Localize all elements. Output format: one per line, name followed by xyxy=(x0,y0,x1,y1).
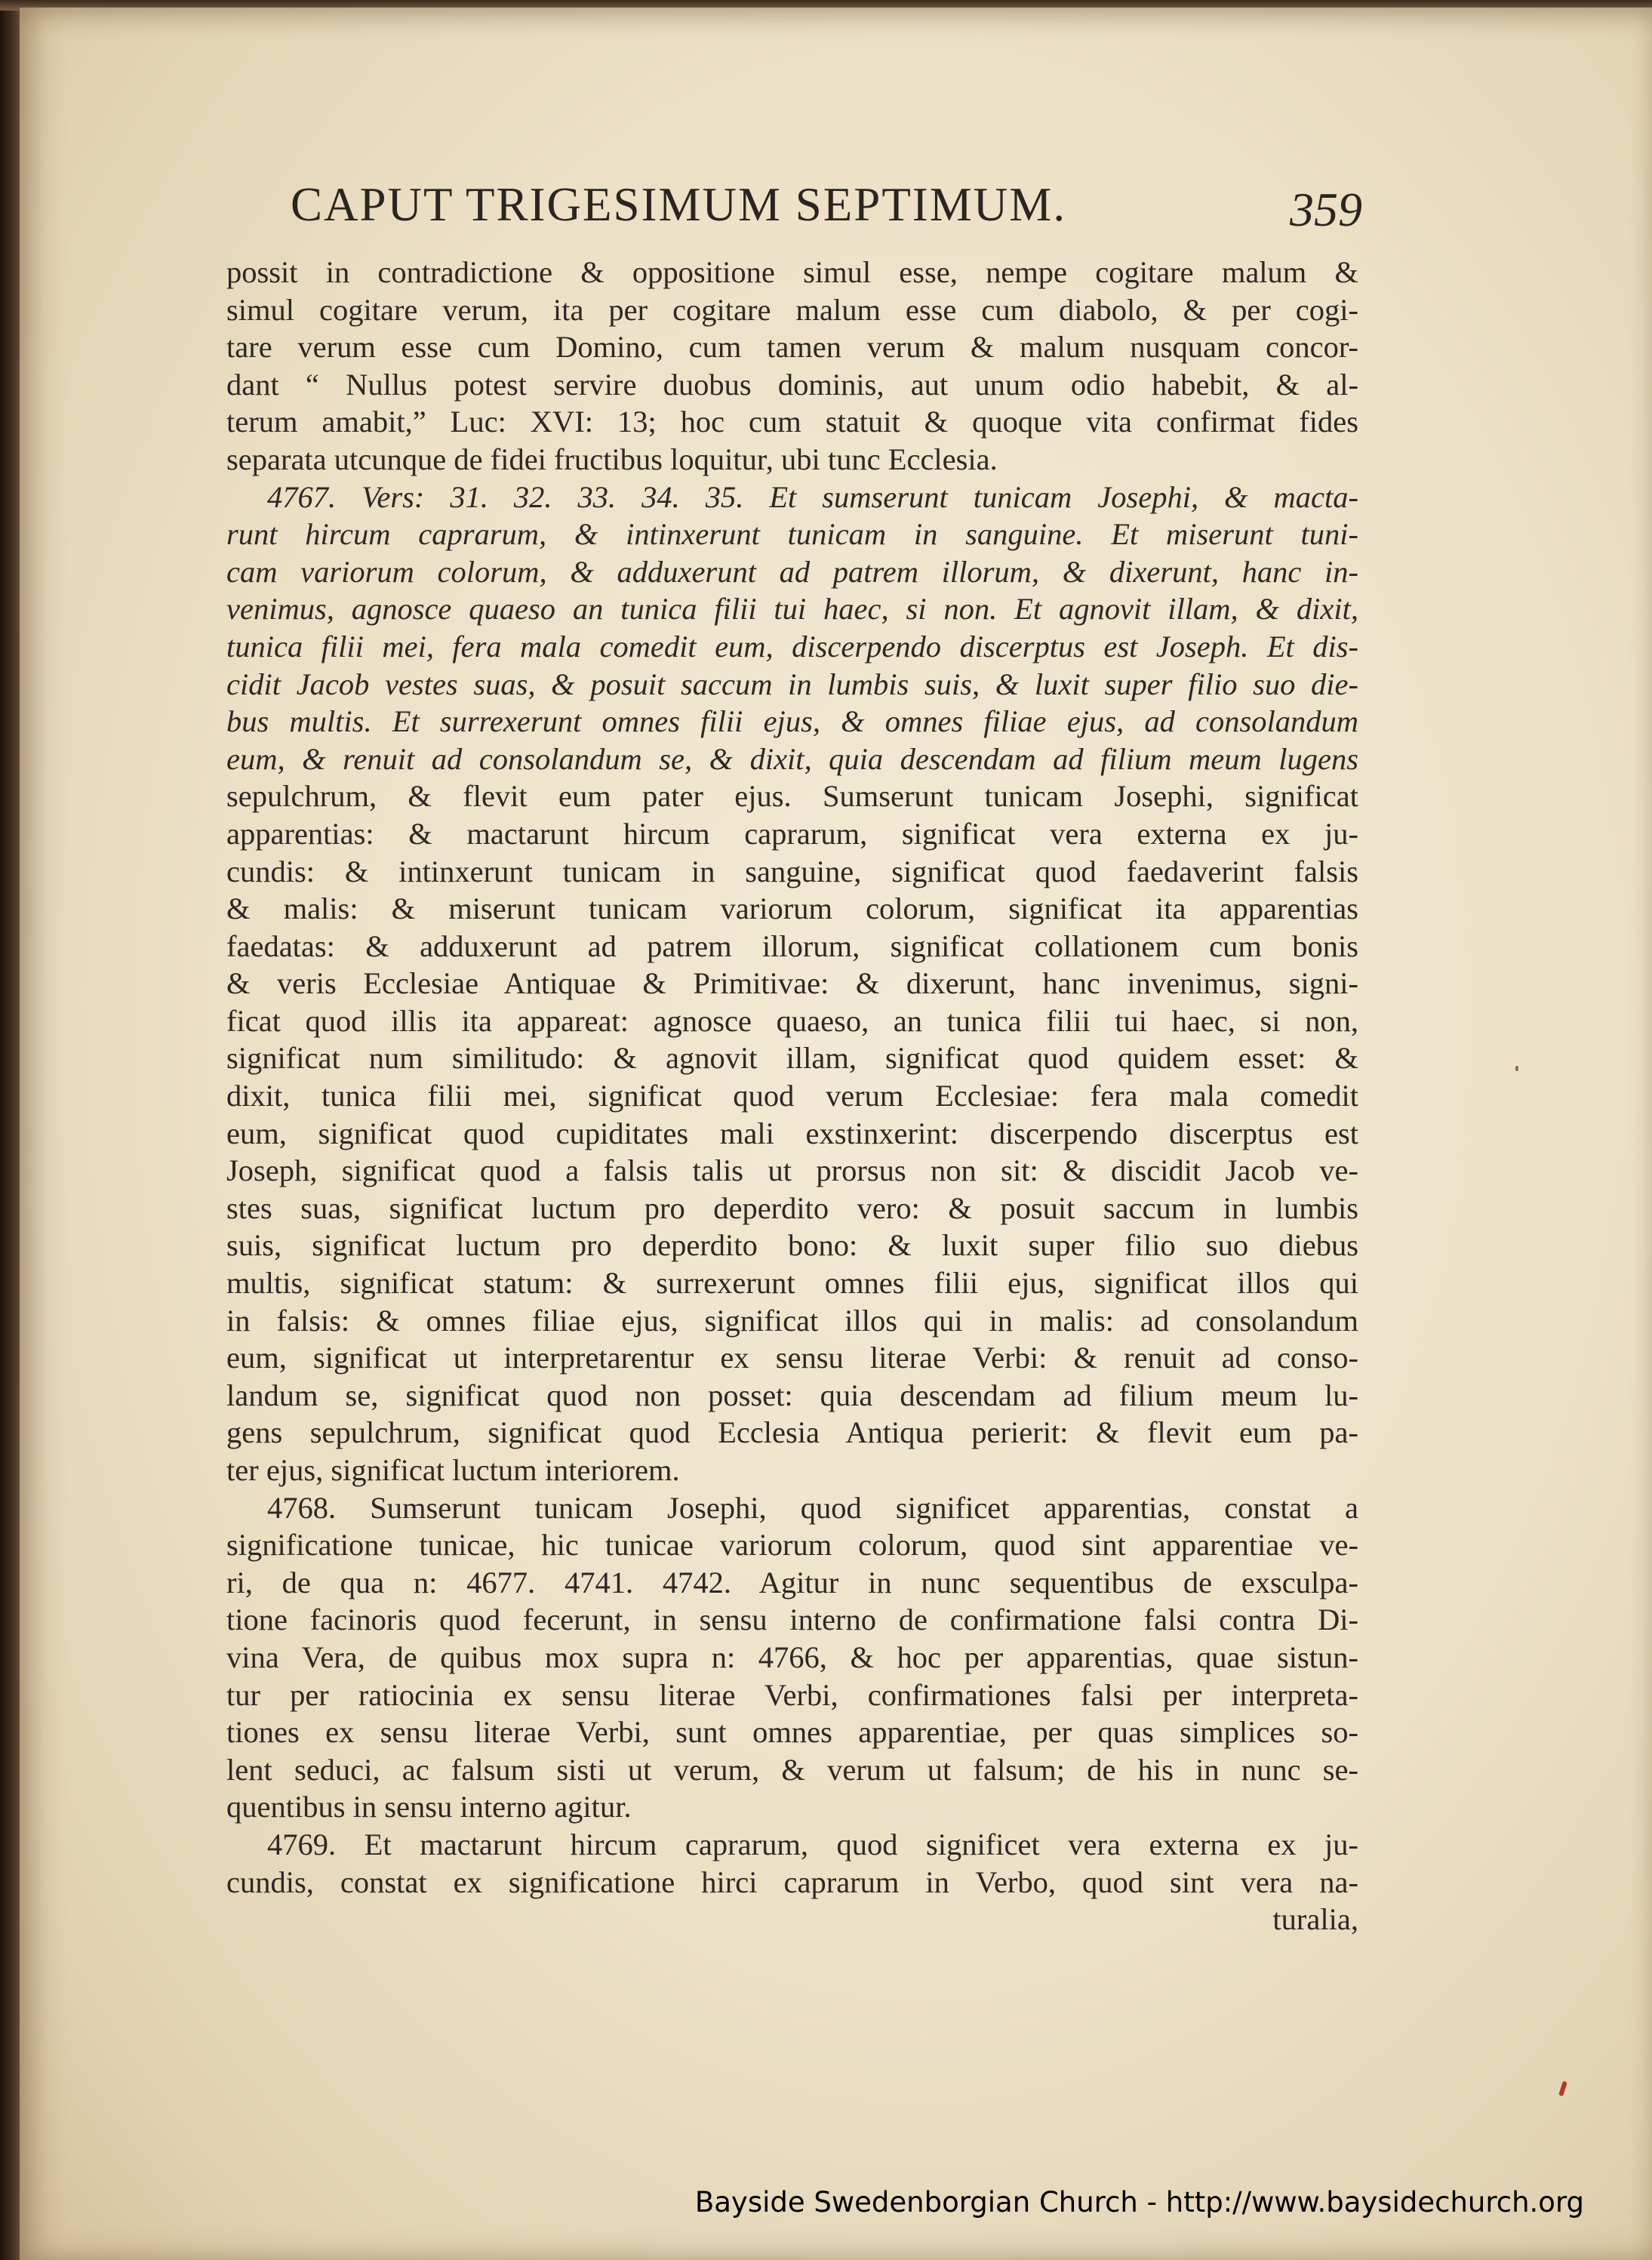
text-line: eum, significat quod cupiditates mali exstinxerint: discerpendo discerptus est xyxy=(226,1116,1358,1150)
text-line: landum se, significat quod non posset: quia descendam ad filium meum lu- xyxy=(226,1378,1358,1412)
text-line: ri, de qua n: 4677. 4741. 4742. Agitur in nunc sequentibus de exsculpa- xyxy=(226,1565,1358,1600)
text-line: terum amabit,” Luc: XVI: 13; hoc cum statuit & quoque vita confirmat fides xyxy=(226,405,1358,439)
text-line: tiones ex sensu literae Verbi, sunt omnes apparentiae, per quas simplices so- xyxy=(226,1715,1358,1750)
page-header xyxy=(291,177,1362,238)
text-line: cundis: & intinxerunt tunicam in sanguine, significat quod faedaverint falsis xyxy=(226,854,1358,888)
text-line: cundis, constat ex significatione hirci caprarum in Verbo, quod sint vera na- xyxy=(226,1864,1358,1899)
text-line: dixit, tunica filii mei, significat quod verum Ecclesiae: fera mala comedit xyxy=(226,1079,1358,1113)
text-line: cam variorum colorum, & adduxerunt ad patrem illorum, & dixerunt, hanc in- xyxy=(226,554,1358,589)
body-text xyxy=(226,254,1358,1938)
text-line: ficat quod illis ita appareat: agnosce quaeso, an tunica filii tui haec, si non, xyxy=(226,1003,1358,1038)
text-line: eum, & renuit ad consolandum se, & dixit, quia descendam ad filium meum lugens xyxy=(226,741,1358,776)
text-line: apparentias: & mactarunt hircum caprarum, significat vera externa ex ju- xyxy=(226,816,1358,851)
text-line: ter ejus, significat luctum interiorem. xyxy=(226,1453,680,1487)
text-line: gens sepulchrum, significat quod Ecclesia Antiqua perierit: & flevit eum pa- xyxy=(226,1415,1358,1450)
text-line: & malis: & miserunt tunicam variorum colorum, significat ita apparentias xyxy=(226,891,1358,926)
text-line: cidit Jacob vestes suas, & posuit saccum in lumbis suis, & luxit super filio suo die- xyxy=(226,667,1358,701)
text-line: eum, significat ut interpretarentur ex sensu literae Verbi: & renuit ad conso- xyxy=(226,1341,1358,1375)
page-number: 359 xyxy=(1290,183,1362,236)
text-line: tur per ratiocinia ex sensu literae Verbi, confirmationes falsi per interpreta- xyxy=(226,1677,1358,1712)
paper-speck xyxy=(1515,1066,1518,1071)
text-line: venimus, agnosce quaeso an tunica filii tui haec, si non. Et agnovit illam, & dixit, xyxy=(226,592,1358,627)
text-line: separata utcunque de fidei fructibus loquitur, ubi tunc Ecclesia. xyxy=(226,442,998,476)
running-title: CAPUT TRIGESIMUM SEPTIMUM. xyxy=(291,178,1067,231)
text-line: lent seduci, ac falsum sisti ut verum, & verum ut falsum; de his in nunc se- xyxy=(226,1752,1358,1787)
paragraph-4767-heading: 4767. Vers: 31. 32. 33. 34. 35. Et sumserunt tunicam Josephi, & macta- xyxy=(267,479,1358,514)
text-line: tunica filii mei, fera mala comedit eum, discerpendo discerptus est Joseph. Et dis- xyxy=(226,629,1358,664)
paragraph-4768-heading: 4768. Sumserunt tunicam Josephi, quod significet apparentias, constat a xyxy=(267,1490,1358,1525)
text-line: quentibus in sensu interno agitur. xyxy=(226,1790,632,1824)
paragraph-4769-heading: 4769. Et mactarunt hircum caprarum, quod significet vera externa ex ju- xyxy=(267,1827,1358,1861)
catchword: turalia, xyxy=(1272,1902,1358,1937)
text-line: & veris Ecclesiae Antiquae & Primitivae: & dixerunt, hanc invenimus, signi- xyxy=(226,966,1358,1001)
text-line: suis, significat luctum pro deperdito bono: & luxit super filio suo diebus xyxy=(226,1228,1358,1263)
text-line: tione facinoris quod fecerunt, in sensu interno de confirmatione falsi contra Di- xyxy=(226,1603,1358,1637)
text-line: simul cogitare verum, ita per cogitare malum esse cum diabolo, & per cogi- xyxy=(226,292,1358,327)
text-line: significatione tunicae, hic tunicae variorum colorum, quod sint apparentiae ve- xyxy=(226,1528,1358,1563)
text-line: faedatas: & adduxerunt ad patrem illorum, significat collationem cum bonis xyxy=(226,928,1358,963)
text-line: Joseph, significat quod a falsis talis ut prorsus non sit: & discidit Jacob ve- xyxy=(226,1153,1358,1188)
text-line: stes suas, significat luctum pro deperdito vero: & posuit saccum in lumbis xyxy=(226,1190,1358,1225)
text-line: runt hircum caprarum, & intinxerunt tunicam in sanguine. Et miserunt tuni- xyxy=(226,517,1358,552)
text-line: dant “ Nullus potest servire duobus dominis, aut unum odio habebit, & al- xyxy=(226,367,1358,402)
text-line: significat num similitudo: & agnovit illam, significat quod quidem esset: & xyxy=(226,1041,1358,1076)
text-line: tare verum esse cum Domino, cum tamen verum & malum nusquam concor- xyxy=(226,330,1358,365)
text-line: multis, significat statum: & surrexerunt omnes filii ejus, significat illos qui xyxy=(226,1266,1358,1301)
text-line: vina Vera, de quibus mox supra n: 4766, & hoc per apparentias, quae sistun- xyxy=(226,1640,1358,1674)
text-line: possit in contradictione & oppositione simul esse, nempe cogitare malum & xyxy=(226,255,1358,289)
source-credit: Bayside Swedenborgian Church - http://www.baysidechurch.org xyxy=(694,2186,1584,2218)
text-line: in falsis: & omnes filiae ejus, significat illos qui in malis: ad consolandum xyxy=(226,1303,1358,1338)
text-line: sepulchrum, & flevit eum pater ejus. Sumserunt tunicam Josephi, significat xyxy=(226,779,1358,814)
text-line: bus multis. Et surrexerunt omnes filii ejus, & omnes filiae ejus, ad consolandum xyxy=(226,704,1358,739)
